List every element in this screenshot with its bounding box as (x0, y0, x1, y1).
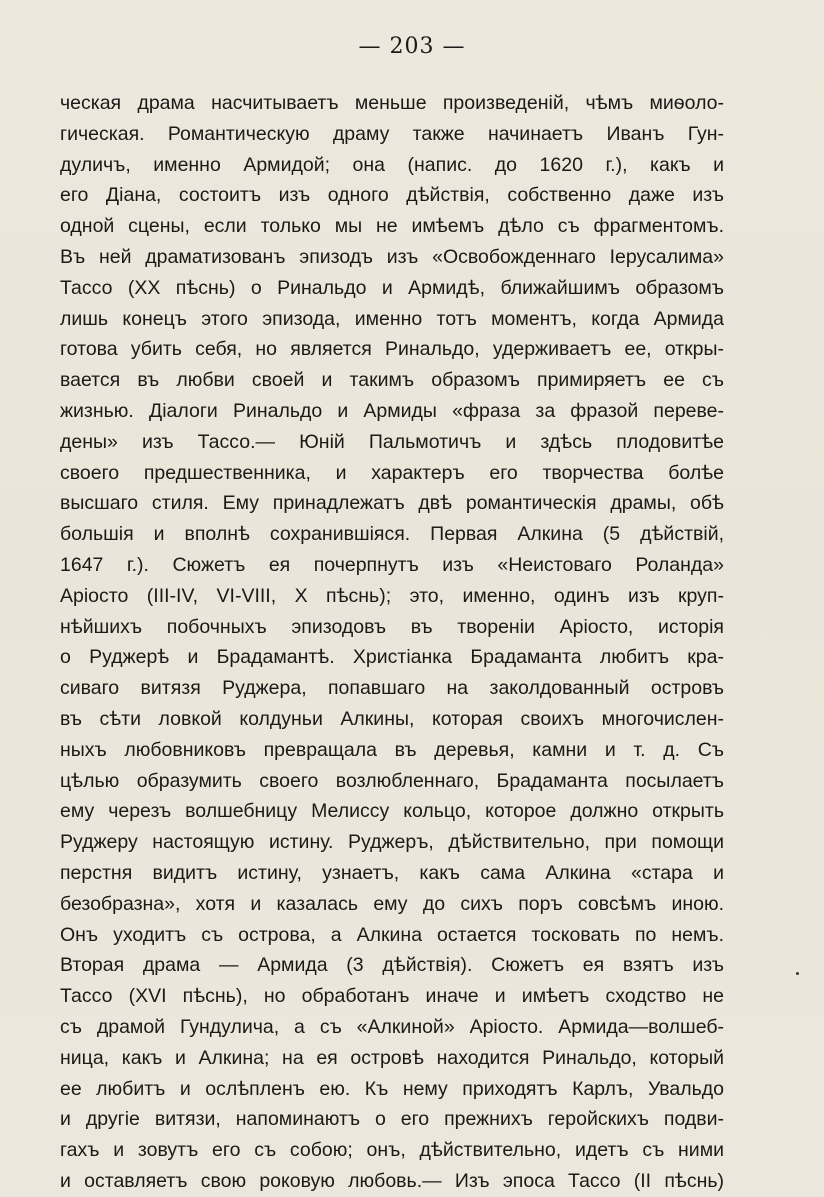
text-line: Онъ уходитъ съ острова, а Алкина остается тосковать по немъ. (60, 923, 724, 946)
text-line: Въ ней драматизованъ эпизодъ изъ «Освобожденнаго Iерусалима» (60, 245, 724, 268)
text-line: сиваго витязя Руджера, попавшаго на заколдованный островъ (60, 677, 724, 700)
text-line: безобразна», хотя и казалась ему до сихъ поръ совсѣмъ иною. (60, 892, 724, 915)
text-line: перстня видитъ истину, узнаетъ, какъ сама Алкина «стара и (60, 861, 724, 884)
page-number: — 203 — (358, 34, 466, 59)
text-line: своего предшественника, и характеръ его творчества болѣе (60, 461, 724, 484)
text-line: ее любитъ и ослѣпленъ ею. Къ нему приходятъ Карлъ, Увальдо (60, 1077, 724, 1100)
text-line: о Руджерѣ и Брадамантѣ. Христiанка Брадаманта любитъ кра- (60, 646, 724, 669)
text-line: ческая драма насчитываетъ меньше произведенiй, чѣмъ миѳоло- (60, 92, 724, 114)
text-line: лишь конецъ этого эпизода, именно тотъ моментъ, когда Армида (60, 307, 724, 330)
text-line: большiя и вполнѣ сохранившiяся. Первая Алкина (5 дѣйствiй, (60, 523, 724, 546)
margin-speck (796, 972, 799, 975)
body-text (60, 88, 724, 1197)
text-line: Арiосто (III-IV, VI-VIII, X пѣснь); это, именно, одинъ изъ круп- (60, 584, 724, 607)
text-line: его Дiана, состоитъ изъ одного дѣйствiя, собственно даже изъ (60, 184, 724, 207)
text-line: въ сѣти ловкой колдуньи Алкины, которая своихъ многочислен- (60, 707, 724, 730)
text-line: цѣлью образумить своего возлюбленнаго, Брадаманта посылаетъ (60, 769, 724, 792)
text-line: Тассо (XX пѣснь) о Ринальдо и Армидѣ, ближайшимъ образомъ (60, 276, 724, 299)
text-line: Руджеру настоящую истину. Руджеръ, дѣйствительно, при помощи (60, 831, 724, 854)
text-line: Вторая драма — Армида (3 дѣйствiя). Сюжетъ ея взятъ изъ (60, 954, 724, 977)
text-line: нѣйшихъ побочныхъ эпизодовъ въ творенiи Арiосто, исторiя (60, 615, 724, 638)
text-line: гахъ и зовутъ его съ собою; онъ, дѣйствительно, идетъ съ ними (60, 1139, 724, 1162)
text-line: дуличъ, именно Армидой; она (напис. до 1620 г.), какъ и (60, 153, 724, 176)
text-line: одной сцены, если только мы не имѣемъ дѣло съ фрагментомъ. (60, 215, 724, 238)
text-line: дены» изъ Тассо.— Юнiй Пальмотичъ и здѣсь плодовитѣе (60, 430, 724, 453)
text-line: ница, какъ и Алкина; на ея островѣ находится Ринальдо, который (60, 1046, 724, 1069)
text-line: готова убить себя, но является Ринальдо, удерживаетъ ее, откры- (60, 338, 724, 361)
text-line: Тассо (XVI пѣснь), но обработанъ иначе и имѣетъ сходство не (60, 985, 724, 1008)
text-line: гическая. Романтическую драму также начинаетъ Иванъ Гун- (60, 122, 724, 145)
text-line: ему черезъ волшебницу Мелиссу кольцо, которое должно открыть (60, 800, 724, 823)
text-line: вается въ любви своей и такимъ образомъ примиряетъ ее съ (60, 369, 724, 392)
text-line: и другiе витязи, напоминаютъ о его прежнихъ геройскихъ подви- (60, 1108, 724, 1131)
text-line: жизнью. Дiалоги Ринальдо и Армиды «фраза за фразой переве- (60, 399, 724, 422)
text-line: ныхъ любовниковъ превращала въ деревья, камни и т. д. Съ (60, 738, 724, 761)
text-line: съ драмой Гундулича, а съ «Алкиной» Арiосто. Армида—волшеб- (60, 1015, 724, 1038)
text-line: и оставляетъ свою роковую любовь.— Изъ эпоса Тассо (II пѣснь) (60, 1169, 724, 1192)
text-line: 1647 г.). Сюжетъ ея почерпнутъ изъ «Неистоваго Роланда» (60, 553, 724, 576)
text-line: высшаго стиля. Ему принадлежатъ двѣ романтическiя драмы, обѣ (60, 492, 724, 515)
